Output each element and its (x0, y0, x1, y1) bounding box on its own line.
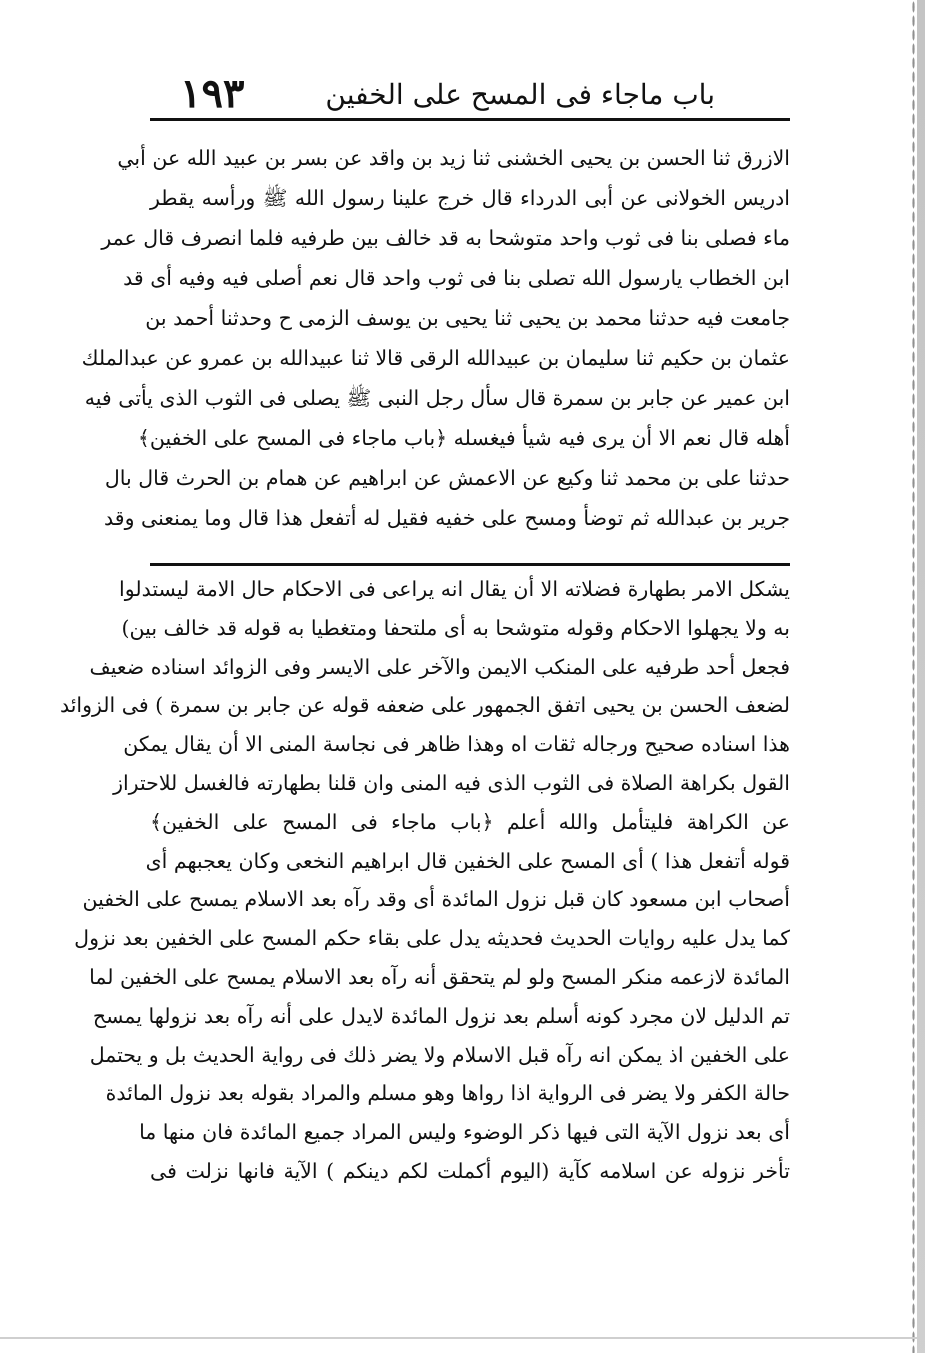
binding-shadow (917, 0, 925, 1353)
commentary-line: كما يدل عليه روايات الحديث فحديثه يدل على بقاء حكم المسح على الخفين بعد نزول (74, 926, 790, 951)
text-line: ادريس الخولانى عن أبى الدرداء قال خرج علينا رسول الله ﷺ ورأسه يقطر (150, 186, 790, 210)
commentary-text (59, 570, 790, 1191)
commentary-line: أصحاب ابن مسعود كان قبل نزول المائدة أى وقد رآه بعد الاسلام يمسح على الخفين (82, 887, 790, 912)
page-edge (0, 1337, 925, 1339)
text-line: أهله قال نعم الا أن يرى فيه شيأ فيغسله ﴿باب ماجاء فى المسح على الخفين﴾ (137, 426, 790, 450)
commentary-line: عن الكراهة فليتأمل والله أعلم ﴿باب ماجاء فى المسح على الخفين﴾ (150, 809, 790, 834)
binding-stitch (912, 0, 915, 1353)
section-divider (150, 563, 790, 566)
text-line: جرير بن عبدالله ثم توضأ ومسح على خفيه فقيل له أتفعل هذا قال وما يمنعنى وقد (104, 506, 790, 530)
text-line: جامعت فيه حدثنا محمد بن يحيى ثنا يحيى بن يوسف الزمى ح وحدثنا أحمد بن (145, 306, 790, 330)
commentary-line: لضعف الحسن بن يحيى اتفق الجمهور على ضعفه قوله عن جابر بن سمرة ) فى الزوائد (59, 693, 790, 718)
text-line: عثمان بن حكيم ثنا سليمان بن عبيدالله الرقى قالا ثنا عبيدالله بن عمرو عن عبدالملك (81, 346, 790, 370)
header-rule (150, 118, 790, 121)
commentary-line: به ولا يجهلوا الاحكام وقوله متوشحا به أى ملتحفا ومتغطيا به قوله قد خالف بين) (121, 615, 790, 640)
text-line: ابن الخطاب يارسول الله تصلى بنا فى ثوب واحد قال نعم أصلى فيه وفيه أى قد (123, 266, 790, 290)
page-number: ١٩٣ (180, 70, 245, 117)
commentary-line: فجعل أحد طرفيه على المنكب الايمن والآخر على الايسر وفى الزوائد اسناده ضعيف (89, 654, 790, 679)
commentary-line: أى بعد نزول الآية التى فيها ذكر الوضوء وليس المراد جميع المائدة فان منها ما (139, 1120, 790, 1145)
text-line: حدثنا على بن محمد ثنا وكيع عن الاعمش عن ابراهيم عن همام بن الحرث قال بال (104, 466, 790, 490)
text-line: ماء فصلى بنا فى ثوب واحد متوشحا به قد خالف بين طرفيه فلما انصرف قال عمر (101, 226, 790, 250)
commentary-line: تأخر نزوله عن اسلامه كآية (اليوم أكملت لكم دينكم ) الآية فانها نزلت فى (150, 1158, 790, 1183)
commentary-line: حالة الكفر ولا يضر فى الرواية اذا رواها وهو مسلم والمراد بقوله بعد نزول المائدة (105, 1081, 790, 1106)
commentary-line: المائدة لازعمه منكر المسح ولو لم يتحقق أنه رآه بعد الاسلام يمسح على الخفين لما (89, 964, 790, 989)
text-line: الازرق ثنا الحسن بن يحيى الخشنى ثنا زيد بن واقد عن بسر بن عبيد الله عن أبي (117, 146, 790, 170)
commentary-line: القول بكراهة الصلاة فى الثوب الذى فيه المنى وان قلنا بطهارته فالغسل للاحتراز (113, 770, 790, 795)
running-title: باب ماجاء فى المسح على الخفين (325, 78, 715, 111)
commentary-line: هذا اسناده صحيح ورجاله ثقات اه وهذا ظاهر فى نجاسة المنى الا أن يقال يمكن (123, 732, 790, 757)
commentary-line: يشكل الامر بطهارة فضلاته الا أن يقال انه يراعى فى الاحكام حال الامة ليستدلوا (119, 577, 790, 601)
commentary-line: قوله أتفعل هذا ) أى المسح على الخفين قال ابراهيم النخعى وكان يعجبهم أى (145, 848, 790, 873)
main-text (81, 138, 790, 538)
commentary-line: على الخفين اذ يمكن انه رآه قبل الاسلام ولا يضر ذلك فى رواية الحديث بل و يحتمل (89, 1042, 790, 1067)
commentary-line: تم الدليل لان مجرد كونه أسلم بعد نزول المائدة لايدل على أنه رآه بعد نزولها يمسح (92, 1003, 790, 1028)
text-line: ابن عمير عن جابر بن سمرة قال سأل رجل النبى ﷺ يصلى فى الثوب الذى يأتى فيه (84, 386, 790, 410)
page-header (150, 70, 795, 120)
